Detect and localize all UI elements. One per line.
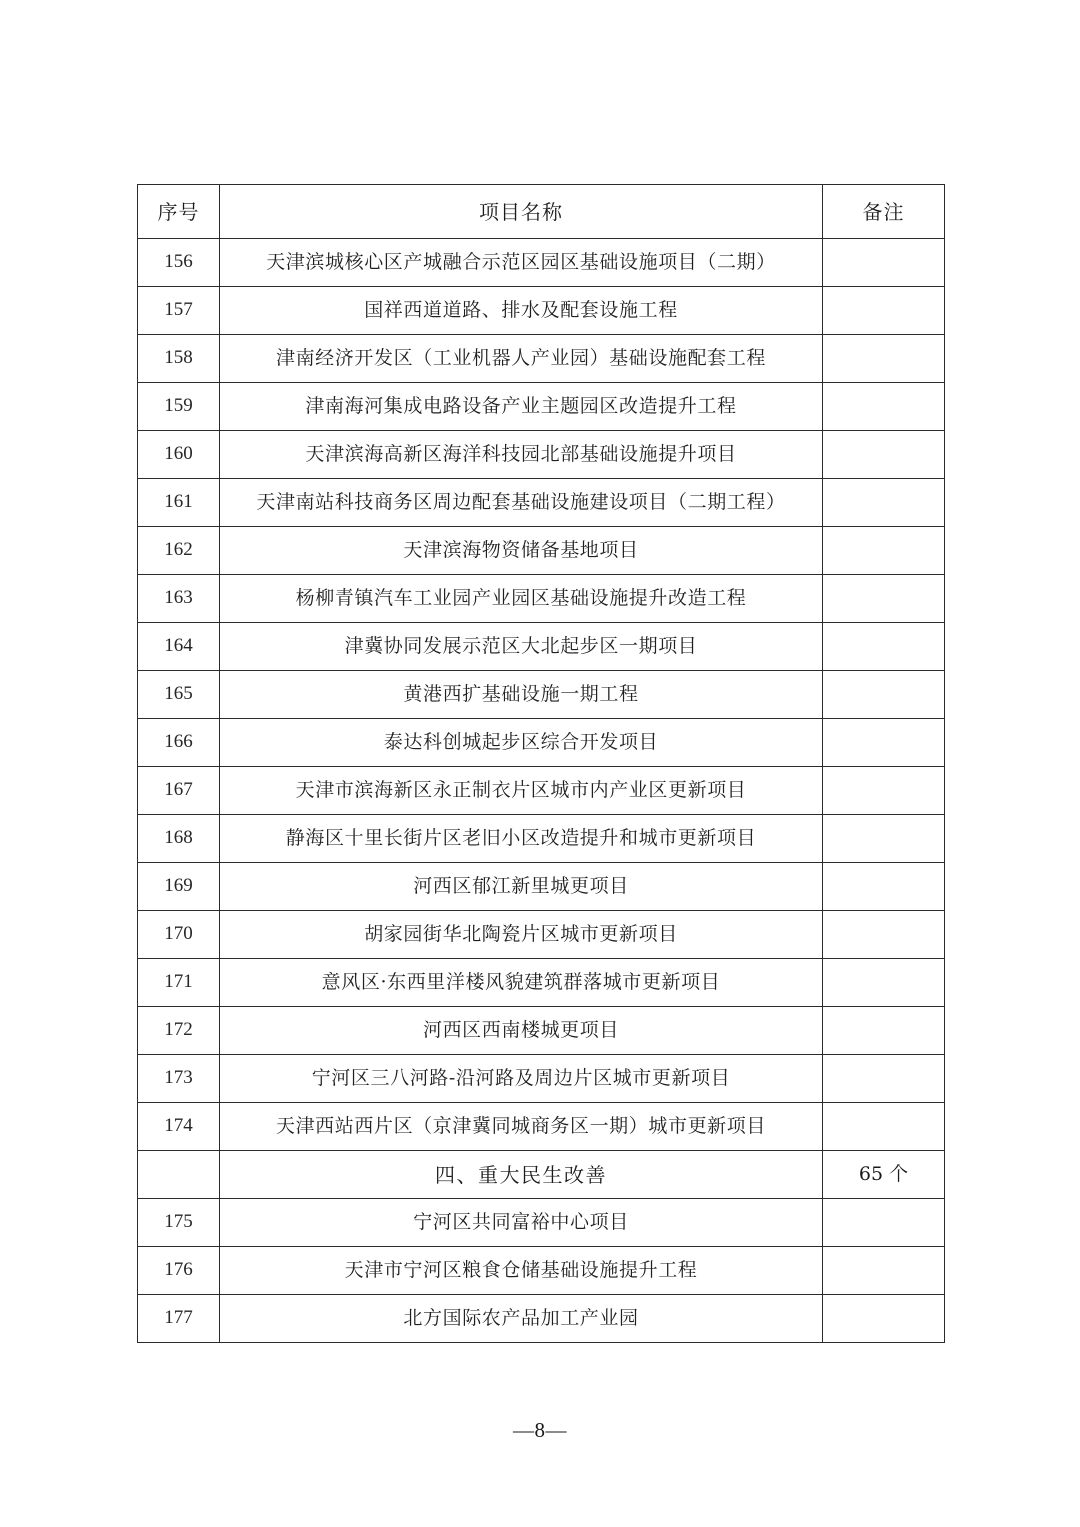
row-note [823, 1247, 945, 1295]
row-note [823, 575, 945, 623]
row-sequence-number: 172 [138, 1007, 220, 1055]
row-sequence-number: 167 [138, 767, 220, 815]
table-row [138, 1295, 945, 1343]
section-row-title: 四、重大民生改善 [220, 1151, 823, 1199]
row-sequence-number: 177 [138, 1295, 220, 1343]
table-row [138, 1103, 945, 1151]
section-row-count: 65 个 [823, 1151, 945, 1199]
row-project-name: 天津市宁河区粮食仓储基础设施提升工程 [220, 1247, 823, 1295]
row-note [823, 863, 945, 911]
table-row [138, 671, 945, 719]
row-project-name: 泰达科创城起步区综合开发项目 [220, 719, 823, 767]
table-row [138, 575, 945, 623]
row-sequence-number: 162 [138, 527, 220, 575]
row-note [823, 527, 945, 575]
column-header-seq: 序号 [138, 185, 220, 239]
row-note [823, 959, 945, 1007]
row-note [823, 911, 945, 959]
column-header-name: 项目名称 [220, 185, 823, 239]
row-sequence-number: 176 [138, 1247, 220, 1295]
row-note [823, 623, 945, 671]
table-row [138, 527, 945, 575]
row-sequence-number: 166 [138, 719, 220, 767]
page-number-footer: —8— [513, 1418, 567, 1442]
row-sequence-number: 175 [138, 1199, 220, 1247]
row-project-name: 天津滨海物资储备基地项目 [220, 527, 823, 575]
table-row [138, 287, 945, 335]
row-project-name: 天津南站科技商务区周边配套基础设施建设项目（二期工程） [220, 479, 823, 527]
row-project-name: 津冀协同发展示范区大北起步区一期项目 [220, 623, 823, 671]
table-row [138, 335, 945, 383]
row-project-name: 津南海河集成电路设备产业主题园区改造提升工程 [220, 383, 823, 431]
row-project-name: 河西区西南楼城更项目 [220, 1007, 823, 1055]
table-row [138, 239, 945, 287]
table-row [138, 767, 945, 815]
row-note [823, 431, 945, 479]
table-header-row [138, 185, 945, 239]
row-project-name: 宁河区共同富裕中心项目 [220, 1199, 823, 1247]
row-sequence-number: 174 [138, 1103, 220, 1151]
row-project-name: 津南经济开发区（工业机器人产业园）基础设施配套工程 [220, 335, 823, 383]
row-sequence-number: 159 [138, 383, 220, 431]
row-note [823, 1103, 945, 1151]
row-sequence-number: 164 [138, 623, 220, 671]
row-note [823, 1007, 945, 1055]
row-note [823, 239, 945, 287]
row-project-name: 天津滨海高新区海洋科技园北部基础设施提升项目 [220, 431, 823, 479]
row-note [823, 335, 945, 383]
row-sequence-number: 168 [138, 815, 220, 863]
section-row-seq [138, 1151, 220, 1199]
table-row [138, 863, 945, 911]
row-sequence-number: 169 [138, 863, 220, 911]
row-project-name: 黄港西扩基础设施一期工程 [220, 671, 823, 719]
table-row [138, 383, 945, 431]
row-note [823, 671, 945, 719]
row-project-name: 天津西站西片区（京津冀同城商务区一期）城市更新项目 [220, 1103, 823, 1151]
row-sequence-number: 165 [138, 671, 220, 719]
row-note [823, 479, 945, 527]
row-project-name: 国祥西道道路、排水及配套设施工程 [220, 287, 823, 335]
row-project-name: 宁河区三八河路-沿河路及周边片区城市更新项目 [220, 1055, 823, 1103]
table-section-row [138, 1151, 945, 1199]
table-body [138, 239, 945, 1343]
row-sequence-number: 156 [138, 239, 220, 287]
row-project-name: 天津滨城核心区产城融合示范区园区基础设施项目（二期） [220, 239, 823, 287]
table-row [138, 959, 945, 1007]
project-list-table [137, 184, 945, 1343]
table-row [138, 1007, 945, 1055]
project-list-table-container [137, 184, 944, 1343]
row-sequence-number: 161 [138, 479, 220, 527]
row-project-name: 河西区郁江新里城更项目 [220, 863, 823, 911]
table-row [138, 1247, 945, 1295]
row-project-name: 静海区十里长街片区老旧小区改造提升和城市更新项目 [220, 815, 823, 863]
row-project-name: 天津市滨海新区永正制衣片区城市内产业区更新项目 [220, 767, 823, 815]
row-project-name: 杨柳青镇汽车工业园产业园区基础设施提升改造工程 [220, 575, 823, 623]
row-note [823, 383, 945, 431]
row-note [823, 719, 945, 767]
table-row [138, 911, 945, 959]
table-row [138, 623, 945, 671]
row-sequence-number: 171 [138, 959, 220, 1007]
table-row [138, 815, 945, 863]
row-project-name: 北方国际农产品加工产业园 [220, 1295, 823, 1343]
row-sequence-number: 173 [138, 1055, 220, 1103]
table-header [138, 185, 945, 239]
row-note [823, 1055, 945, 1103]
table-row [138, 479, 945, 527]
row-note [823, 815, 945, 863]
table-row [138, 719, 945, 767]
column-header-note: 备注 [823, 185, 945, 239]
table-row [138, 1199, 945, 1247]
row-note [823, 1199, 945, 1247]
row-sequence-number: 157 [138, 287, 220, 335]
row-sequence-number: 170 [138, 911, 220, 959]
row-note [823, 287, 945, 335]
row-note [823, 767, 945, 815]
row-sequence-number: 158 [138, 335, 220, 383]
row-sequence-number: 160 [138, 431, 220, 479]
table-row [138, 1055, 945, 1103]
row-note [823, 1295, 945, 1343]
row-sequence-number: 163 [138, 575, 220, 623]
table-row [138, 431, 945, 479]
row-project-name: 胡家园街华北陶瓷片区城市更新项目 [220, 911, 823, 959]
row-project-name: 意风区·东西里洋楼风貌建筑群落城市更新项目 [220, 959, 823, 1007]
